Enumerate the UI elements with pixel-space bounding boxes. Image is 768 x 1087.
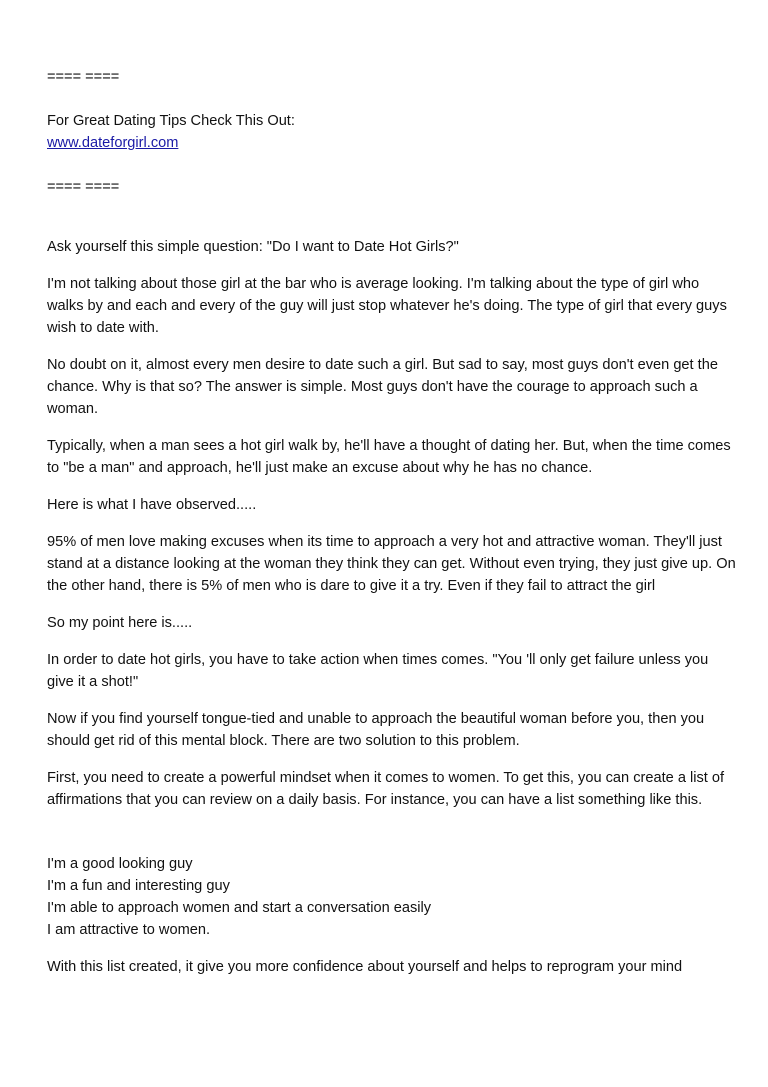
paragraph-observed: Here is what I have observed..... (47, 497, 257, 513)
document-page (47, 66, 737, 978)
paragraph-tongue-tied: Now if you find yourself tongue-tied and unable to approach the beautiful woman before you, then you should get rid of this mental block. There are two solution to this problem. (47, 711, 705, 749)
paragraph-no-doubt: No doubt on it, almost every men desire to date such a girl. But sad to say, most guys don't even get the chance. Why is that so? The answer is simple. Most guys don't have the courage to approach such a woman. (47, 357, 718, 417)
list-item: I am attractive to women. (47, 922, 211, 938)
paragraph-typically: Typically, when a man sees a hot girl walk by, he'll have a thought of dating her. But, when the time comes to "be a man" and approach, he'll just make an excuse about why he has no chance. (47, 438, 731, 476)
separator-bottom: ==== ==== (47, 179, 120, 195)
paragraph-confidence: With this list created, it give you more confidence about yourself and helps to reprogram your mind (47, 959, 683, 975)
promo-text: For Great Dating Tips Check This Out: (47, 113, 295, 129)
promo-link[interactable]: www.dateforgirl.com (47, 135, 179, 151)
paragraph-mindset: First, you need to create a powerful mindset when it comes to women. To get this, you can create a list of affirmations that you can review on a daily basis. For instance, you can have a list something like this. (47, 770, 725, 808)
affirmation-list (47, 853, 737, 941)
list-item: I'm able to approach women and start a conversation easily (47, 900, 432, 916)
paragraph-my-point: So my point here is..... (47, 615, 193, 631)
list-item: I'm a good looking guy (47, 856, 193, 872)
paragraph-95-percent: 95% of men love making excuses when its time to approach a very hot and attractive woman. They'll just stand at a distance looking at the woman they think they can get. Without even trying, they just give up. On the other hand, there is 5% of men who is dare to give it a try. Even if they fail to attract the girl (47, 534, 736, 594)
paragraph-type-of-girl: I'm not talking about those girl at the bar who is average looking. I'm talking about the type of girl who walks by and each and every of the guy will just stop whatever he's doing. The type of girl that every guys wish to date with. (47, 276, 727, 336)
separator-top: ==== ==== (47, 69, 120, 85)
paragraph-take-action: In order to date hot girls, you have to take action when times comes. "You 'll only get failure unless you give it a shot!" (47, 652, 709, 690)
list-item: I'm a fun and interesting guy (47, 878, 230, 894)
paragraph-question: Ask yourself this simple question: "Do I want to Date Hot Girls?" (47, 239, 459, 255)
